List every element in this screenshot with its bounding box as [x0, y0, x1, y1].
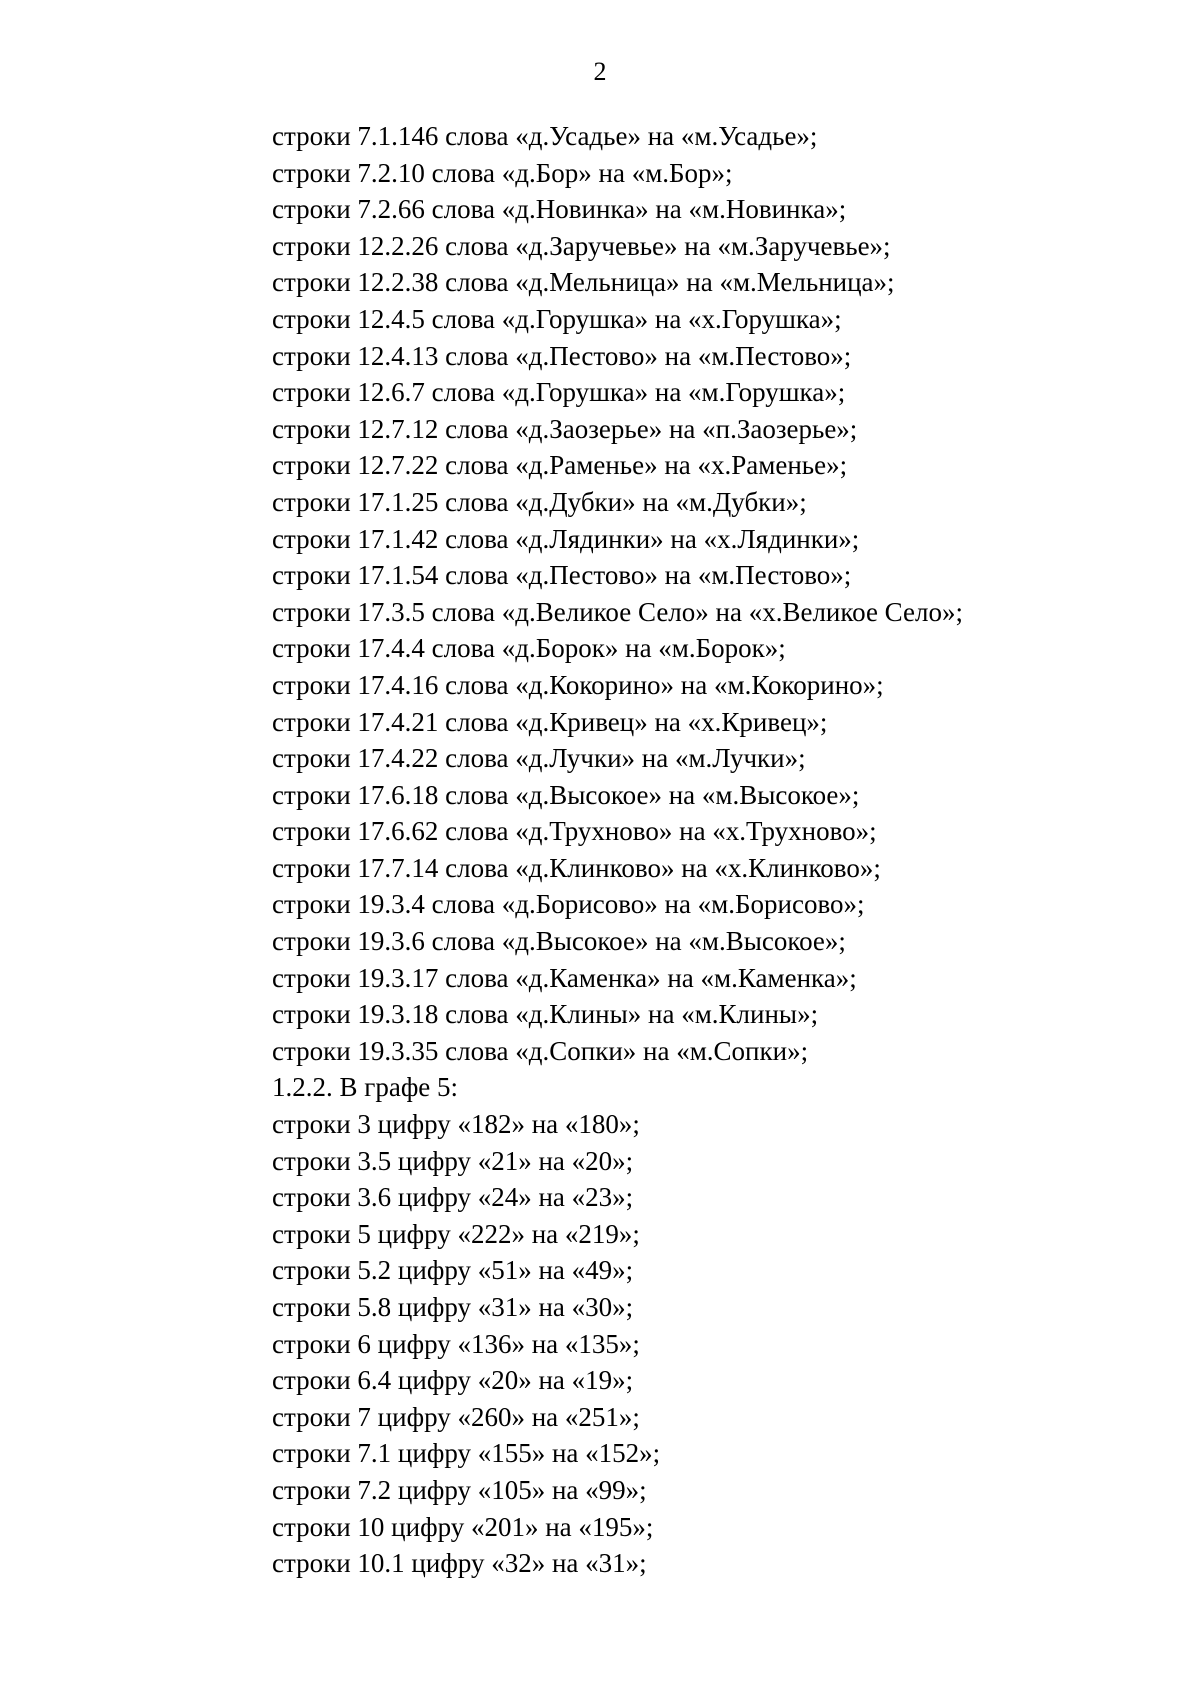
list-item: строки 7.1.146 слова «д.Усадье» на «м.Усадье»; — [272, 121, 818, 151]
list-item: строки 19.3.35 слова «д.Сопки» на «м.Сопки»; — [272, 1035, 809, 1066]
list-item: строки 5 цифру «222» на «219»; — [272, 1218, 640, 1249]
list-item: строки 12.4.5 слова «д.Горушка» на «х.Горушка»; — [272, 303, 842, 334]
list-item: строки 12.2.26 слова «д.Заручевье» на «м.Заручевье»; — [272, 230, 891, 261]
list-item: строки 3.6 цифру «24» на «23»; — [272, 1182, 634, 1213]
list-item: строки 17.1.54 слова «д.Пестово» на «м.Пестово»; — [272, 560, 852, 591]
list-item: строки 12.7.22 слова «д.Раменье» на «х.Раменье»; — [272, 450, 848, 481]
list-item: строки 17.4.21 слова «д.Кривец» на «х.Кривец»; — [272, 706, 828, 737]
list-item: строки 12.4.13 слова «д.Пестово» на «м.Пестово»; — [272, 340, 852, 371]
list-item: строки 3 цифру «182» на «180»; — [272, 1109, 640, 1140]
list-item: строки 17.1.42 слова «д.Лядинки» на «х.Лядинки»; — [272, 523, 860, 554]
list-item: строки 7.1 цифру «155» на «152»; — [272, 1438, 661, 1469]
list-item: строки 5.8 цифру «31» на «30»; — [272, 1292, 634, 1322]
list-item: строки 12.2.38 слова «д.Мельница» на «м.Мельница»; — [272, 267, 895, 298]
list-item: строки 17.6.62 слова «д.Трухново» на «х.Трухново»; — [272, 816, 877, 847]
section-heading: 1.2.2. В графе 5: — [272, 1072, 459, 1103]
amendment-list — [272, 118, 963, 1582]
list-item: строки 12.6.7 слова «д.Горушка» на «м.Горушка»; — [272, 377, 846, 408]
list-item: строки 3.5 цифру «21» на «20»; — [272, 1145, 634, 1176]
list-item: строки 19.3.6 слова «д.Высокое» на «м.Высокое»; — [272, 926, 846, 957]
list-item: строки 10.1 цифру «32» на «31»; — [272, 1548, 647, 1579]
list-item: строки 17.4.4 слова «д.Борок» на «м.Борок»; — [272, 633, 786, 664]
list-item: строки 17.4.16 слова «д.Кокорино» на «м.Кокорино»; — [272, 669, 884, 700]
list-item: строки 17.6.18 слова «д.Высокое» на «м.Высокое»; — [272, 779, 860, 810]
list-item: строки 12.7.12 слова «д.Заозерье» на «п.Заозерье»; — [272, 413, 858, 444]
list-item: строки 19.3.4 слова «д.Борисово» на «м.Борисово»; — [272, 889, 865, 920]
list-item: строки 19.3.17 слова «д.Каменка» на «м.Каменка»; — [272, 962, 857, 993]
list-item: строки 19.3.18 слова «д.Клины» на «м.Клины»; — [272, 999, 819, 1030]
list-item: строки 7.2.10 слова «д.Бор» на «м.Бор»; — [272, 157, 733, 188]
page-number: 2 — [593, 57, 607, 86]
list-item: строки 17.3.5 слова «д.Великое Село» на «х.Великое Село»; — [272, 596, 963, 627]
list-item: строки 10 цифру «201» на «195»; — [272, 1511, 654, 1542]
list-item: строки 7.2.66 слова «д.Новинка» на «м.Новинка»; — [272, 194, 847, 225]
list-item: строки 6 цифру «136» на «135»; — [272, 1328, 640, 1359]
list-item: строки 17.4.22 слова «д.Лучки» на «м.Лучки»; — [272, 743, 806, 774]
list-item: строки 6.4 цифру «20» на «19»; — [272, 1365, 634, 1396]
list-item: строки 5.2 цифру «51» на «49»; — [272, 1255, 634, 1286]
list-item: строки 17.7.14 слова «д.Клинково» на «х.Клинково»; — [272, 852, 881, 883]
list-item: строки 7.2 цифру «105» на «99»; — [272, 1474, 647, 1505]
list-item: строки 7 цифру «260» на «251»; — [272, 1401, 640, 1432]
list-item: строки 17.1.25 слова «д.Дубки» на «м.Дубки»; — [272, 486, 807, 517]
